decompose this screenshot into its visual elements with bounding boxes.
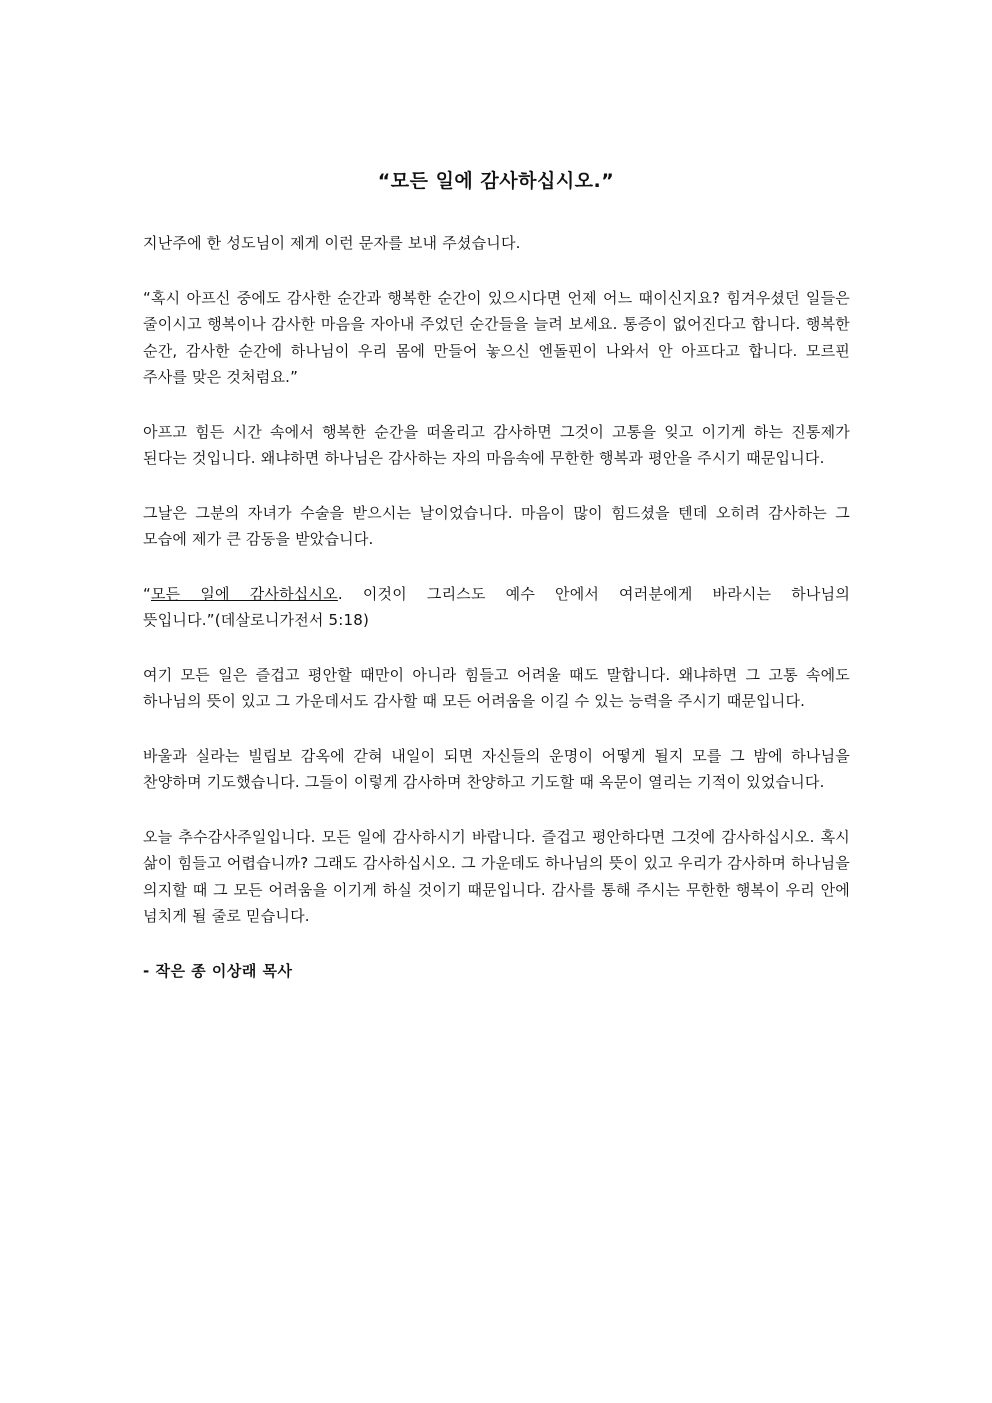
paragraph-paul-silas: 바울과 실라는 빌립보 감옥에 갇혀 내일이 되면 자신들의 운명이 어떻게 될지 모를 그 밤에 하나님을 찬양하며 기도했습니다. 그들이 이렇게 감사하며 찬양하고 기도할 때 옥문이 열리는 기적이 있었습니다. bbox=[143, 746, 850, 791]
paragraph-intro: 지난주에 한 성도님이 제게 이런 문자를 보내 주셨습니다. bbox=[143, 234, 521, 252]
verse-underlined-text: 모든 일에 감사하십시오 bbox=[150, 584, 338, 603]
paragraph-thanksgiving-sunday: 오늘 추수감사주일입니다. 모든 일에 감사하시기 바랍니다. 즐겁고 평안하다면 그것에 감사하십시오. 혹시 삶이 힘들고 어렵습니까? 그래도 감사하십시오. 그 가운데도 하나님의 뜻이 있고 우리가 감사하며 하나님을 의지할 때 그 모든 어려움을 이기게 하실 것이기 때문입니다. 감사를 통해 주시는 무한한 행복이 우리 안에 넘치게 될 줄로 믿습니다. bbox=[143, 827, 850, 925]
paragraph-bible-verse bbox=[143, 581, 850, 634]
paragraph-surgery-day: 그날은 그분의 자녀가 수술을 받으시는 날이었습니다. 마음이 많이 힘드셨을 텐데 오히려 감사하는 그 모습에 제가 큰 감동을 받았습니다. bbox=[143, 503, 850, 548]
verse-rest-text: . 이것이 그리스도 예수 안에서 여러분에게 바라시는 하나님의 뜻입니다.”(데살로니가전서 5:18) bbox=[143, 584, 851, 629]
paragraph-quoted-message: “혹시 아프신 중에도 감사한 순간과 행복한 순간이 있으시다면 언제 어느 때이신지요? 힘겨우셨던 일들은 줄이시고 행복이나 감사한 마음을 자아내 주었던 순간들을 늘려 보세요. 통증이 없어진다고 합니다. 행복한 순간, 감사한 순간에 하나님이 우리 몸에 만들어 놓으신 엔돌핀이 나와서 안 아프다고 합니다. 모르핀 주사를 맞은 것처럼요.” bbox=[143, 288, 850, 386]
paragraph-painkiller: 아프고 힘든 시간 속에서 행복한 순간을 떠올리고 감사하면 그것이 고통을 잊고 이기게 하는 진통제가 된다는 것입니다. 왜냐하면 하나님은 감사하는 자의 마음속에 무한한 행복과 평안을 주시기 때문입니다. bbox=[143, 422, 850, 467]
document-title: “모든 일에 감사하십시오.” bbox=[377, 170, 615, 192]
signature: - 작은 종 이상래 목사 bbox=[143, 961, 293, 980]
document-body bbox=[143, 230, 850, 984]
verse-open-quote: “ bbox=[143, 584, 151, 603]
paragraph-all-things: 여기 모든 일은 즐겁고 평안할 때만이 아니라 힘들고 어려울 때도 말합니다. 왜냐하면 그 고통 속에도 하나님의 뜻이 있고 그 가운데서도 감사할 때 모든 어려움을 이길 수 있는 능력을 주시기 때문입니다. bbox=[143, 665, 850, 710]
